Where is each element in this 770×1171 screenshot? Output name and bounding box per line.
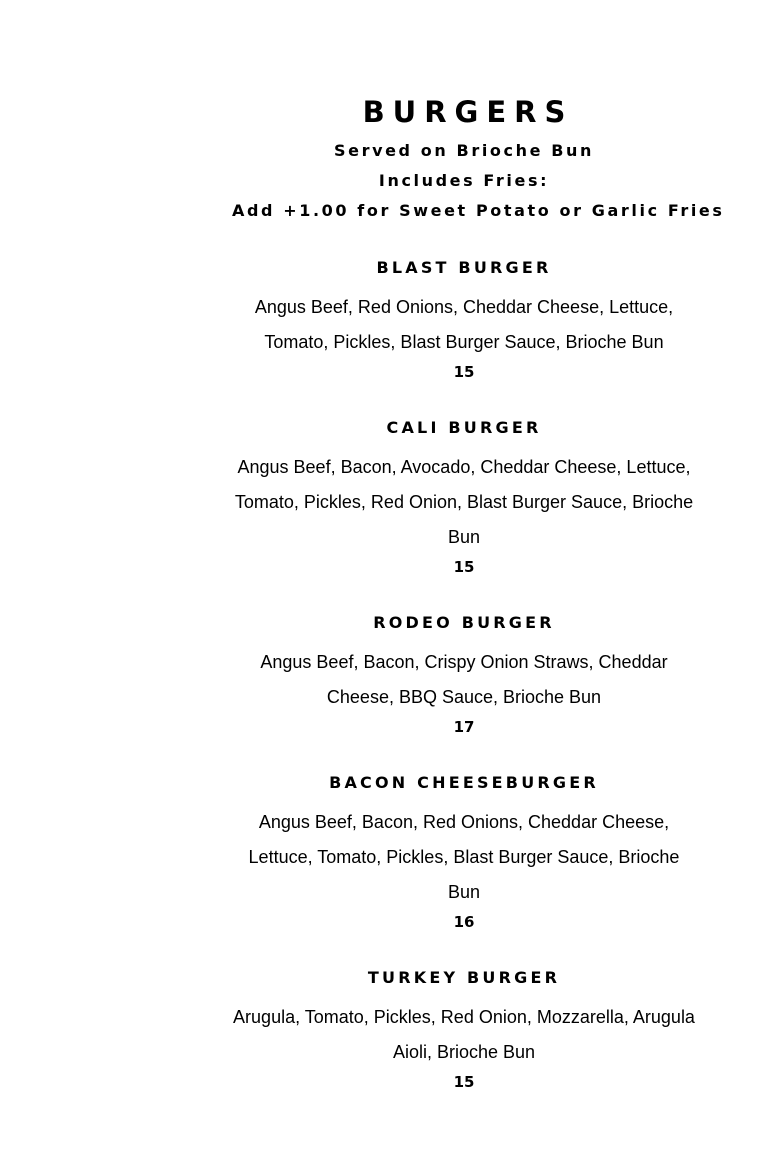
menu-item-name: BACON CHEESEBURGER (329, 773, 599, 792)
menu-items-list (232, 256, 696, 1092)
menu-section (232, 94, 725, 1126)
menu-item-price: 15 (453, 558, 475, 576)
menu-item-description: Angus Beef, Bacon, Avocado, Cheddar Cheese, Lettuce, Tomato, Pickles, Red Onion, Blast Burger Sauce, Brioche Bun (234, 457, 694, 547)
menu-item-description: Angus Beef, Bacon, Crispy Onion Straws, Cheddar Cheese, BBQ Sauce, Brioche Bun (260, 652, 668, 707)
menu-item-description: Arugula, Tomato, Pickles, Red Onion, Mozzarella, Arugula Aioli, Brioche Bun (233, 1007, 695, 1062)
menu-item-blast-burger (232, 256, 696, 382)
menu-item-name: CALI BURGER (386, 418, 542, 437)
fries-note: Includes Fries: (378, 171, 550, 190)
menu-item-cali-burger (232, 416, 696, 577)
menu-item-name: TURKEY BURGER (367, 968, 561, 987)
menu-item-price: 15 (453, 1073, 475, 1091)
menu-item-description: Angus Beef, Bacon, Red Onions, Cheddar Cheese, Lettuce, Tomato, Pickles, Blast Burger Sauce, Brioche Bun (248, 812, 680, 902)
menu-item-name: BLAST BURGER (376, 258, 552, 277)
menu-item-price: 16 (453, 913, 475, 931)
menu-item-description: Angus Beef, Red Onions, Cheddar Cheese, Lettuce, Tomato, Pickles, Blast Burger Sauce, Brioche Bun (254, 297, 674, 352)
menu-item-rodeo-burger (232, 611, 696, 737)
bun-note: Served on Brioche Bun (334, 141, 594, 160)
menu-item-bacon-cheeseburger (232, 771, 696, 932)
section-title: BURGERS (362, 95, 574, 129)
menu-item-turkey-burger (232, 966, 696, 1092)
menu-item-price: 17 (453, 718, 475, 736)
menu-item-name: RODEO BURGER (373, 613, 555, 632)
fries-upgrade-note: Add +1.00 for Sweet Potato or Garlic Fries (232, 201, 725, 220)
menu-item-price: 15 (453, 363, 475, 381)
